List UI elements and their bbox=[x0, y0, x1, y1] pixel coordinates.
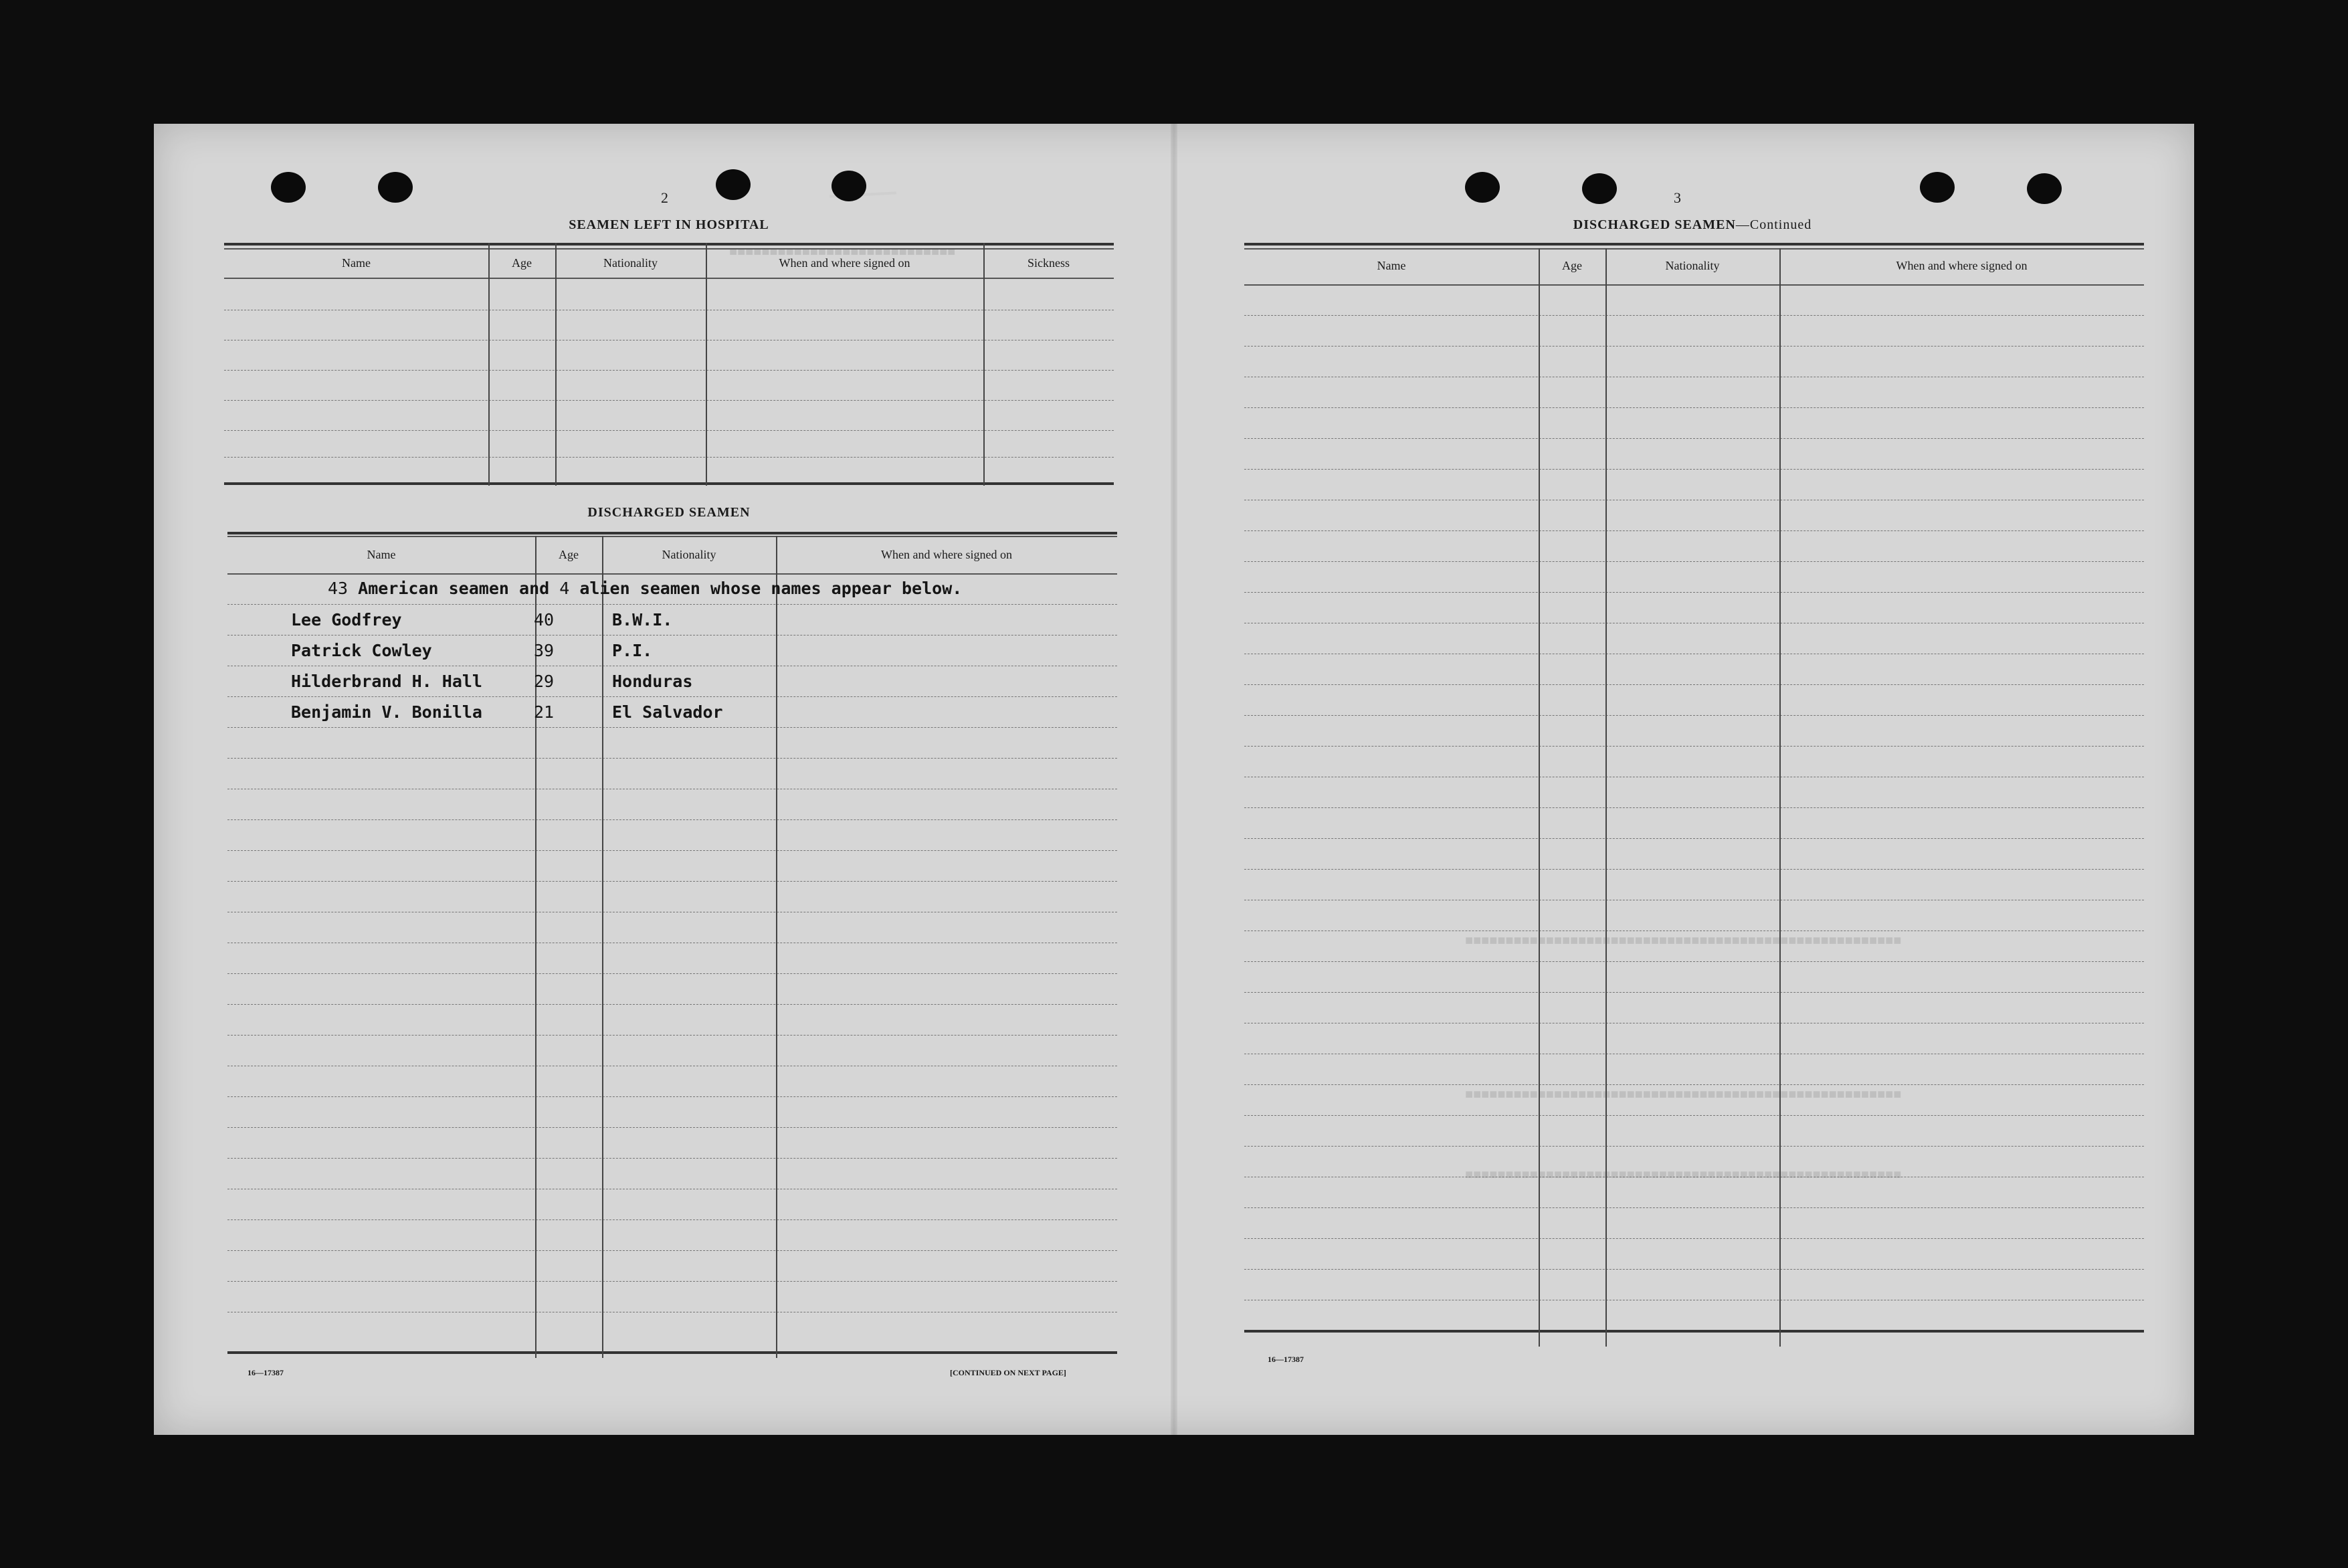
bleed-through: ■■■■■■■■■■■■■■■■■■■■■■■■■■■■■■■■■■■■■■■■■■■■■■■■■■■■■■ bbox=[1465, 933, 1902, 948]
page-number-left: 2 bbox=[661, 189, 668, 206]
column-header: Nationality bbox=[1665, 259, 1720, 272]
punch-hole bbox=[1465, 172, 1500, 203]
hospital-table bbox=[224, 243, 1114, 486]
seaman-age: 21 bbox=[534, 702, 555, 722]
punch-hole bbox=[378, 172, 413, 203]
punch-hole bbox=[1582, 173, 1617, 204]
seaman-age: 40 bbox=[534, 610, 555, 629]
punch-hole bbox=[716, 169, 751, 200]
bleed-through: ■■■■■■■■■■■■■■■■■■■■■■■■■■■■ bbox=[729, 244, 956, 259]
column-header: Age bbox=[559, 548, 579, 561]
column-header: When and where signed on bbox=[1896, 259, 2028, 272]
seaman-nationality: El Salvador bbox=[612, 702, 723, 722]
seaman-age: 29 bbox=[534, 672, 555, 691]
discharged-continued-table bbox=[1244, 243, 2144, 1347]
column-header: Age bbox=[512, 256, 532, 270]
hospital-title: SEAMEN LEFT IN HOSPITAL bbox=[569, 217, 769, 232]
bleed-through: ■■■■■■■■■■■■■■■■■■■■■■■■■■■■■■■■■■■■■■■■■■■■■■■■■■■■■■ bbox=[1465, 1167, 1902, 1182]
discharged-continued-title bbox=[1244, 217, 2141, 233]
column-header: Sickness bbox=[1028, 256, 1070, 270]
page-number-right: 3 bbox=[1674, 189, 1681, 206]
american-count: 43 bbox=[328, 579, 349, 598]
column-header: When and where signed on bbox=[881, 548, 1012, 561]
column-header: Nationality bbox=[662, 548, 716, 561]
discharged-title: DISCHARGED SEAMEN bbox=[587, 505, 751, 520]
column-header: Name bbox=[367, 548, 396, 561]
punch-hole bbox=[831, 171, 866, 201]
summary-text-b: alien seamen whose names appear below. bbox=[579, 579, 963, 598]
column-header: Age bbox=[1562, 259, 1582, 272]
summary-text-and: and bbox=[519, 579, 550, 598]
seaman-nationality: B.W.I. bbox=[612, 610, 673, 629]
title-text: DISCHARGED SEAMEN bbox=[1573, 217, 1736, 232]
column-header: Name bbox=[1377, 259, 1406, 272]
seaman-name: Hilderbrand H. Hall bbox=[291, 672, 482, 691]
alien-count: 4 bbox=[559, 579, 570, 598]
punch-hole bbox=[1920, 172, 1955, 203]
continued-note: [CONTINUED ON NEXT PAGE] bbox=[950, 1368, 1066, 1377]
seaman-name: Patrick Cowley bbox=[291, 641, 432, 660]
document-sheet bbox=[154, 124, 2194, 1435]
discharged-table bbox=[227, 532, 1117, 1358]
seaman-nationality: Honduras bbox=[612, 672, 693, 691]
seamen-summary bbox=[328, 579, 962, 598]
seaman-age: 39 bbox=[534, 641, 555, 660]
column-header: When and where signed on bbox=[779, 256, 910, 270]
seaman-name: Lee Godfrey bbox=[291, 610, 402, 629]
punch-hole bbox=[2027, 173, 2062, 204]
seaman-name: Benjamin V. Bonilla bbox=[291, 702, 482, 722]
bleed-through: ■■■■■■■■■■■■■■■■■■■■■■■■■■■■■■■■■■■■■■■■■■■■■■■■■■■■■■ bbox=[1465, 1087, 1902, 1102]
column-header: Nationality bbox=[603, 256, 658, 270]
column-header: Name bbox=[342, 256, 371, 270]
form-number-left: 16—17387 bbox=[248, 1368, 284, 1377]
summary-text-a: American seamen bbox=[358, 579, 509, 598]
title-suffix: —Continued bbox=[1735, 217, 1812, 232]
center-fold bbox=[1171, 124, 1177, 1435]
seaman-nationality: P.I. bbox=[612, 641, 653, 660]
form-number-right: 16—17387 bbox=[1268, 1355, 1304, 1364]
punch-hole bbox=[271, 172, 306, 203]
